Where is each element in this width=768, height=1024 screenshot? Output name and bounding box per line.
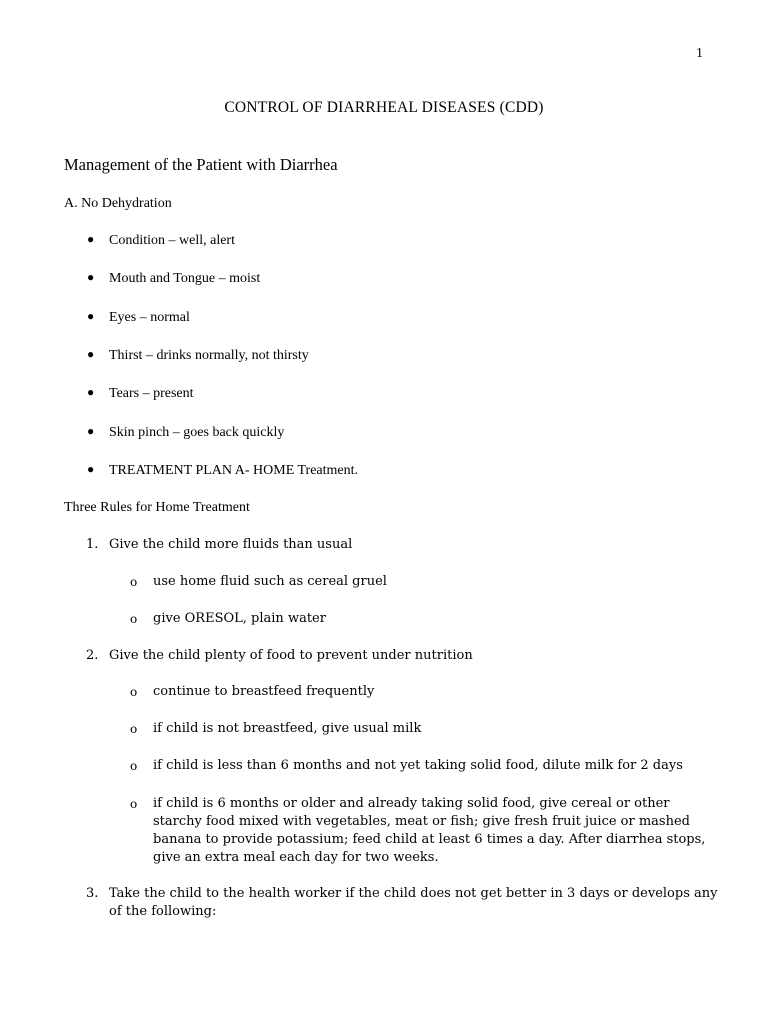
subsection-heading-a: A. No Dehydration <box>64 196 172 211</box>
list-item-text: TREATMENT PLAN A- HOME Treatment. <box>109 463 359 478</box>
sub-item-text: use home fluid such as cereal gruel <box>153 574 387 589</box>
bullet-icon: ● <box>87 232 95 246</box>
section-heading: Management of the Patient with Diarrhea <box>64 155 338 174</box>
list-item <box>87 271 260 287</box>
bullet-icon: ● <box>87 424 95 438</box>
item-number: 1. <box>86 537 99 552</box>
rules-heading: Three Rules for Home Treatment <box>64 500 250 515</box>
sub-item-text: if child is 6 months or older and already taking solid food, give cereal or other starchy food mixed with vegetables, meat or fish; give fresh fruit juice or mashed banana to provide potassium; feed child at least 6 times a day. After diarrhea stops, give an extra meal each day for two weeks. <box>153 796 706 865</box>
bullet-icon: ● <box>87 347 95 361</box>
item-text: Give the child more fluids than usual <box>109 537 353 552</box>
circle-bullet-icon: o <box>130 685 138 699</box>
list-item-text: Eyes – normal <box>109 310 190 325</box>
bullet-icon: ● <box>87 462 95 476</box>
page-number: 1 <box>696 46 703 61</box>
list-item-text: Tears – present <box>109 386 194 401</box>
bullet-icon: ● <box>87 270 95 284</box>
item-text: Give the child plenty of food to prevent under nutrition <box>109 648 473 663</box>
circle-bullet-icon: o <box>130 722 138 736</box>
circle-bullet-icon: o <box>130 759 138 773</box>
list-item-text: Skin pinch – goes back quickly <box>109 425 285 440</box>
list-item <box>87 386 194 402</box>
list-item <box>87 310 190 326</box>
circle-bullet-icon: o <box>130 612 138 626</box>
sub-item-text: give ORESOL, plain water <box>153 611 326 626</box>
list-item <box>87 348 309 364</box>
list-item-text: Thirst – drinks normally, not thirsty <box>109 348 309 363</box>
bullet-icon: ● <box>87 309 95 323</box>
list-item <box>87 233 235 249</box>
circle-bullet-icon: o <box>130 575 138 589</box>
list-item-text: Condition – well, alert <box>109 233 235 248</box>
list-item-text: Mouth and Tongue – moist <box>109 271 261 286</box>
circle-bullet-icon: o <box>130 797 138 811</box>
list-item <box>87 425 284 441</box>
sub-item-text: continue to breastfeed frequently <box>153 684 375 699</box>
sub-item-text: if child is less than 6 months and not yet taking solid food, dilute milk for 2 days <box>153 758 683 773</box>
item-number: 2. <box>86 648 99 663</box>
list-item <box>87 463 358 479</box>
item-number: 3. <box>86 886 99 901</box>
item-text: Take the child to the health worker if the child does not get better in 3 days or develops any of the following: <box>109 886 718 919</box>
bullet-icon: ● <box>87 385 95 399</box>
sub-item-text: if child is not breastfeed, give usual milk <box>153 721 422 736</box>
document-title: CONTROL OF DIARRHEAL DISEASES (CDD) <box>224 99 544 116</box>
